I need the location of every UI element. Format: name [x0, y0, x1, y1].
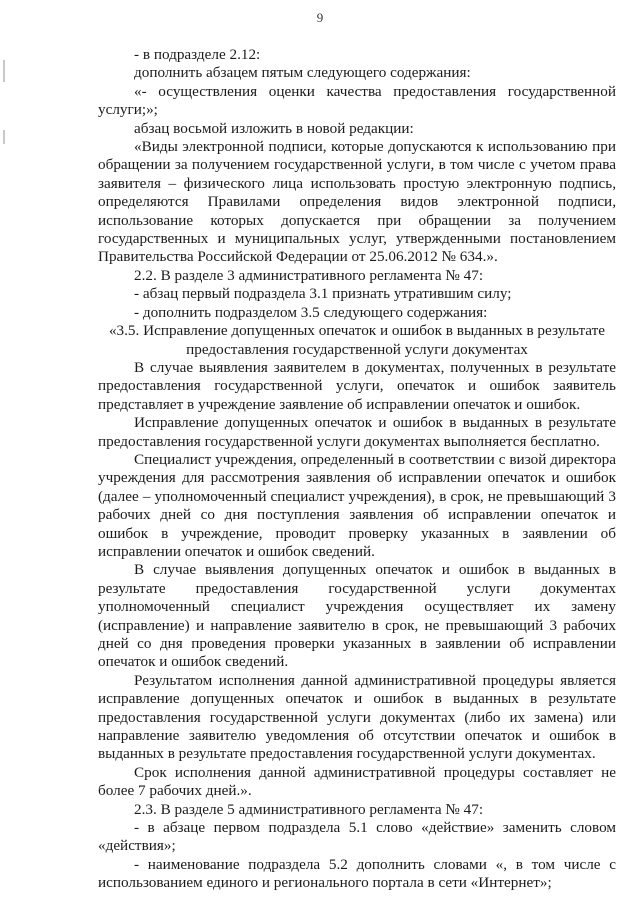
paragraph: - дополнить подразделом 3.5 следующего содержания: — [134, 303, 488, 321]
document-body — [98, 46, 616, 893]
paragraph: 2.2. В разделе 3 административного регламента № 47: — [134, 266, 484, 284]
paragraph: «- осуществления оценки качества предоставления государственной услуги;»; — [98, 82, 616, 119]
paragraph: абзац восьмой изложить в новой редакции: — [134, 119, 414, 137]
paragraph: 2.3. В разделе 5 административного регламента № 47: — [134, 800, 484, 818]
paragraph: «Виды электронной подписи, которые допускаются к использованию при обращении за получением государственной услуги, в том числе с учетом права заявителя – физического лица использовать простую электронную подпись, определяются Правилами определения видов электронной подписи, использование которых допускается при обращении за получением государственных и муниципальных услуг, утвержденными постановлением Правительства Российской Федерации от 25.06.2012 № 634.». — [98, 138, 616, 266]
paragraph: Срок исполнения данной административной процедуры составляет не более 7 рабочих дней.». — [98, 763, 616, 800]
paragraph: Результатом исполнения данной административной процедуры является исправление допущенных опечаток и ошибок в выданных в результате предоставления государственной услуги документах (либо их замена) или направление заявителю уведомления об отсутствии опечаток и ошибок в выданных в результате предоставления государственной услуги документах. — [98, 671, 616, 763]
paragraph: - наименование подраздела 5.2 дополнить словами «, в том числе с использованием единого и регионального портала в сети «Интернет»; — [98, 855, 616, 892]
paragraph: - абзац первый подраздела 3.1 признать утратившим силу; — [134, 285, 512, 303]
paragraph: В случае выявления допущенных опечаток и ошибок в выданных в результате предоставления государственной услуги документах уполномоченный специалист учреждения осуществляет их замену (исправление) и направление заявителю в срок, не превышающий 3 рабочих дней со дня проведения проверки указанных в заявлении об исправлении опечаток и ошибок сведений. — [98, 561, 616, 671]
paragraph: - в подразделе 2.12: — [134, 46, 261, 63]
paragraph: В случае выявления заявителем в документах, полученных в результате предоставления государственной услуги, опечаток и ошибок заявитель представляет в учреждение заявление об исправлении опечаток и ошибок. — [98, 358, 616, 413]
paragraph: Специалист учреждения, определенный в соответствии с визой директора учреждения для рассмотрения заявления об исправлении опечаток и ошибок (далее – уполномоченный специалист учреждения), в срок, не превышающий 3 рабочих дней со дня поступления заявления об исправлении опечаток и ошибок в учреждение, проводит проверку указанных в заявлении об исправлении опечаток и ошибок сведений. — [98, 450, 616, 560]
scan-edge-mark — [3, 60, 5, 82]
page-number: 9 — [316, 10, 324, 25]
section-heading: «3.5. Исправление допущенных опечаток и ошибок в выданных в результате предоставления государственной услуги документах — [108, 322, 606, 358]
scan-edge-mark — [3, 130, 5, 144]
paragraph: Исправление допущенных опечаток и ошибок в выданных в результате предоставления государственной услуги документах выполняется бесплатно. — [98, 414, 616, 450]
paragraph: - в абзаце первом подраздела 5.1 слово «действие» заменить словом «действия»; — [98, 819, 616, 855]
paragraph: дополнить абзацем пятым следующего содержания: — [134, 64, 471, 82]
